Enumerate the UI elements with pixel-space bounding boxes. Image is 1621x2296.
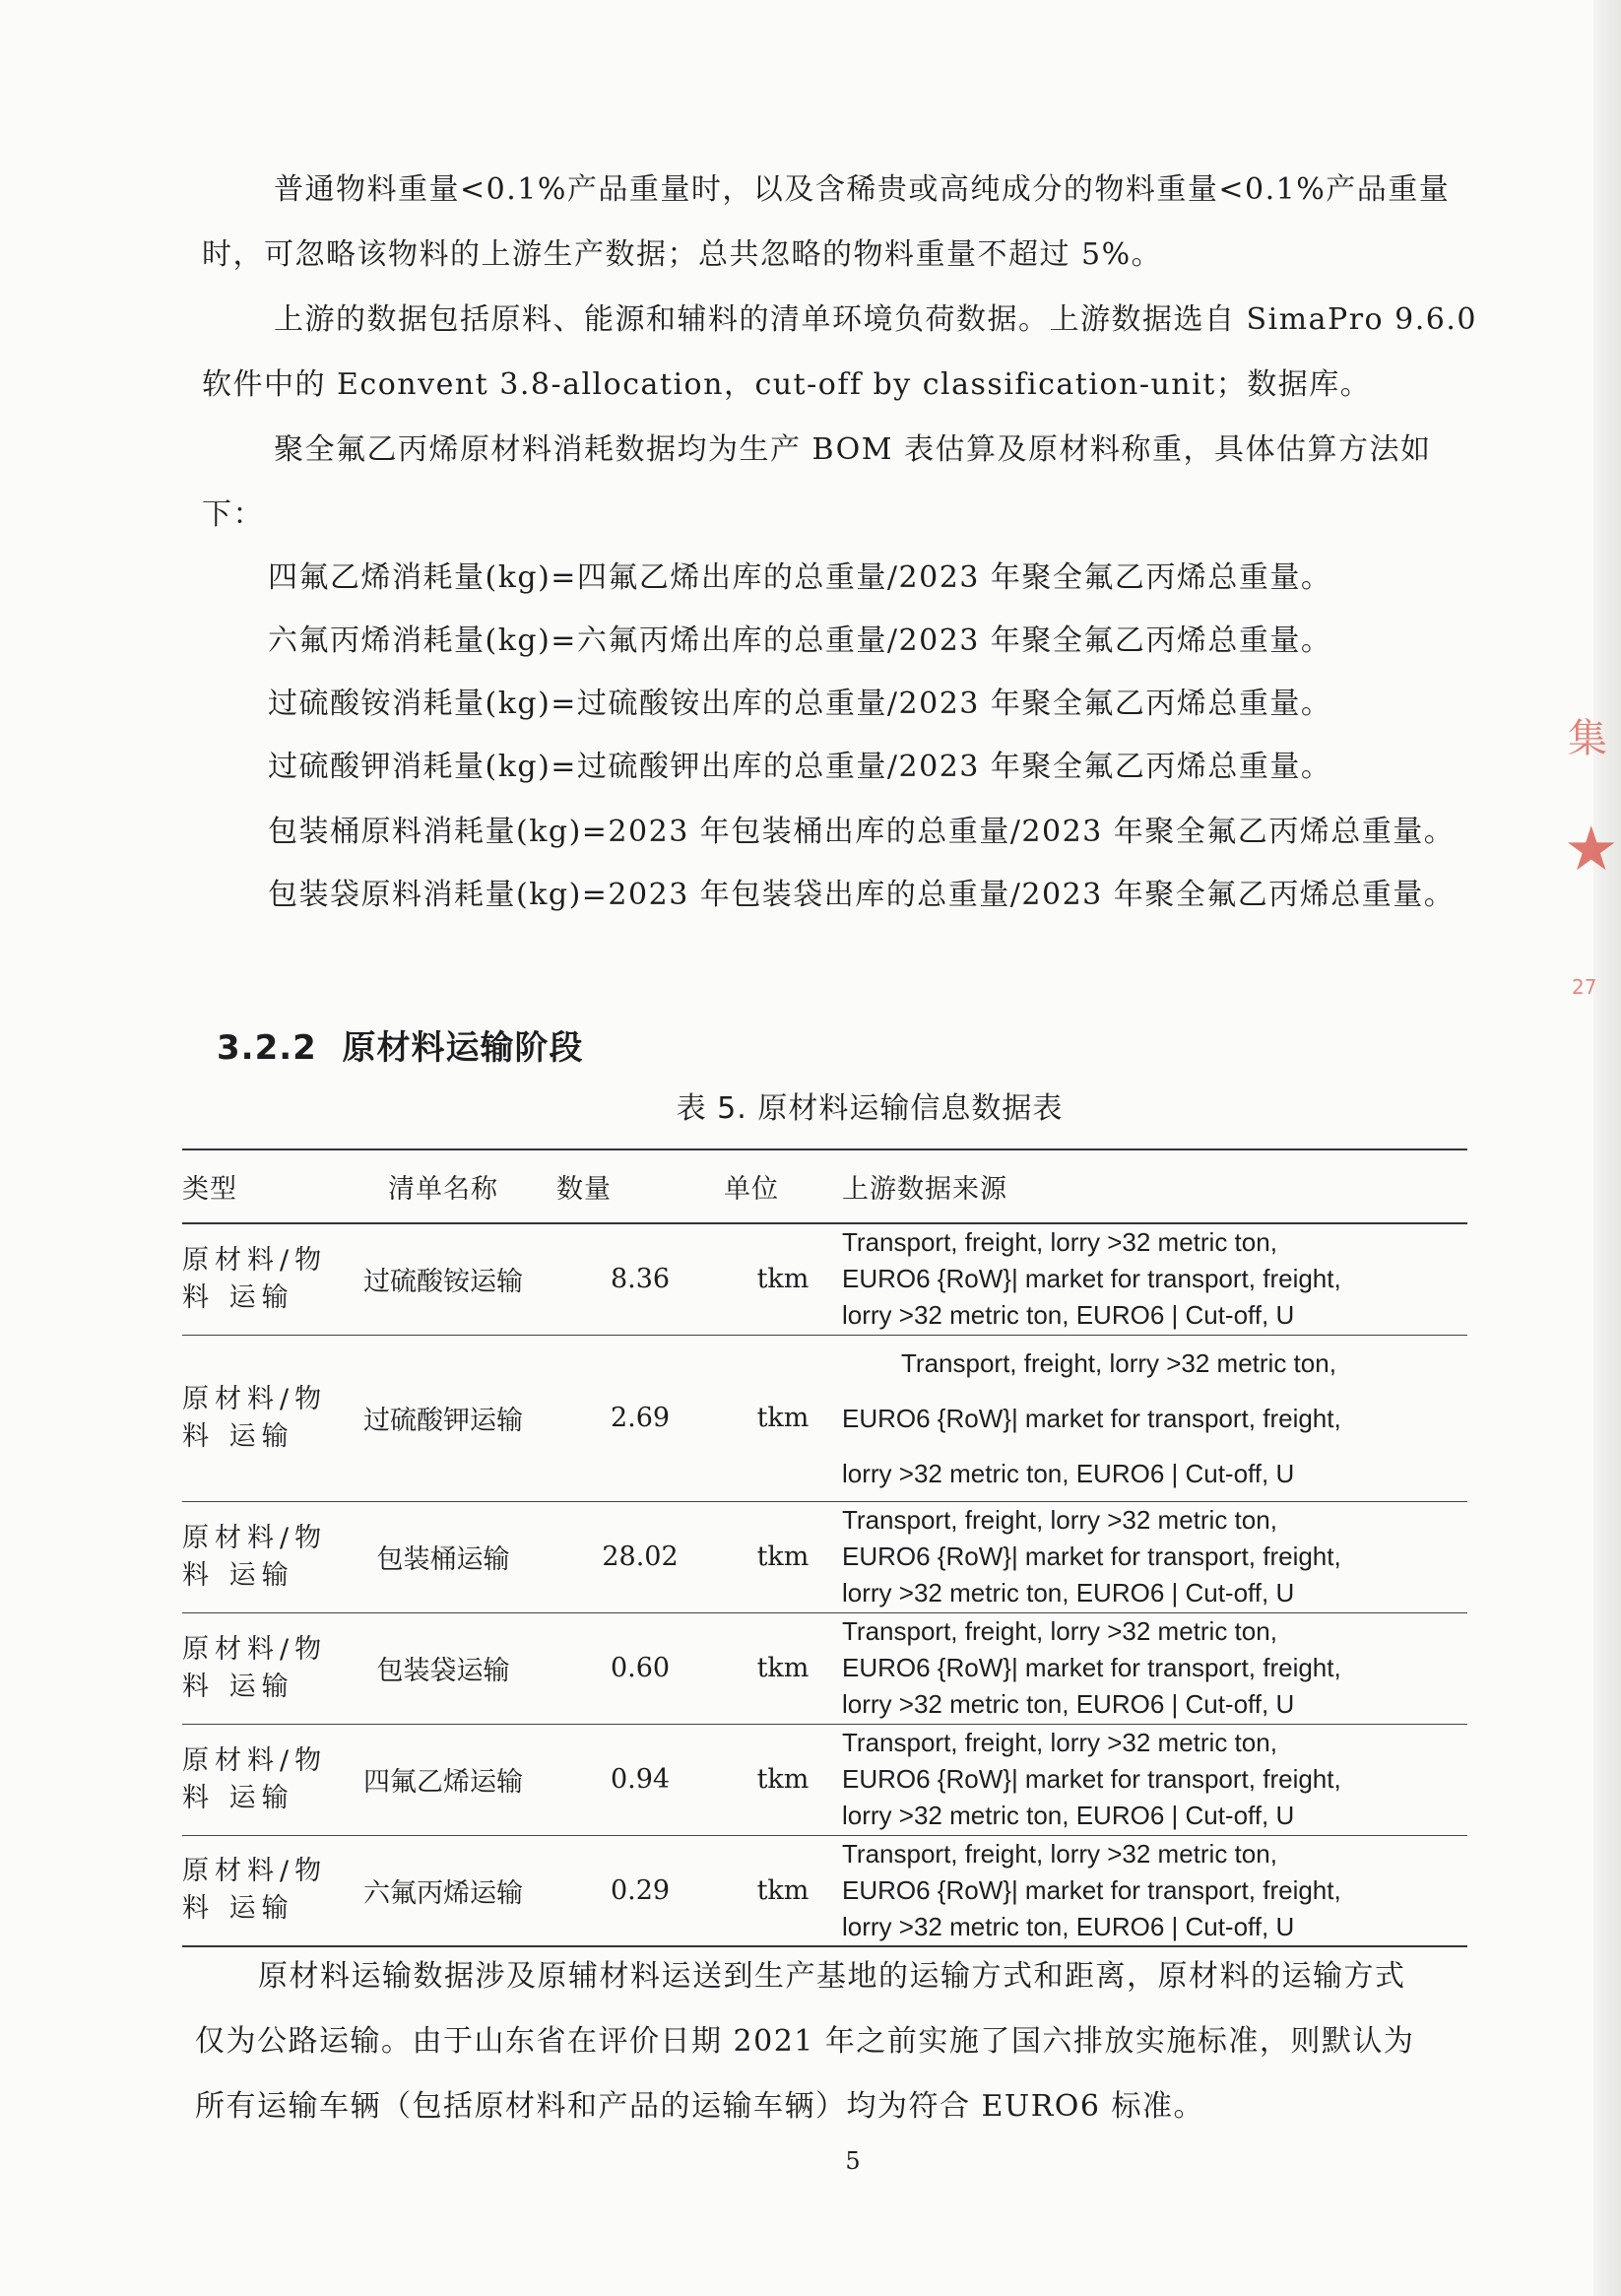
- page-edge-shadow: [1593, 0, 1621, 2296]
- source-line-1: Transport, freight, lorry >32 metric ton,: [842, 1505, 1277, 1535]
- source-line-1: Transport, freight, lorry >32 metric ton,: [842, 1227, 1277, 1258]
- type-line-1: 原材料/物: [182, 1383, 328, 1414]
- cell-unit: tkm: [756, 1542, 810, 1572]
- section-number: 3.2.2: [217, 1028, 317, 1068]
- formula-kps: 过硫酸钾消耗量(kg)=过硫酸钾出库的总重量/2023 年聚全氟乙丙烯总重量。: [268, 750, 1332, 784]
- cell-unit: tkm: [756, 1403, 810, 1433]
- cell-source: [842, 1335, 1467, 1501]
- source-line-2: EURO6 {RoW}| market for transport, freight,: [842, 1542, 1341, 1571]
- header-qty: 数量: [556, 1174, 612, 1205]
- source-line-1: Transport, freight, lorry >32 metric ton,: [842, 1838, 1277, 1869]
- cell-type: [182, 1335, 330, 1501]
- header-unit: 单位: [724, 1174, 779, 1205]
- paragraph-2-line-2: 软件中的 Econvent 3.8-allocation，cut-off by classification-unit；数据库。: [202, 367, 1372, 402]
- cell-qty: 8.36: [610, 1264, 671, 1295]
- table-caption: 表 5. 原材料运输信息数据表: [676, 1091, 1064, 1126]
- source-line-2: EURO6 {RoW}| market for transport, freight,: [842, 1764, 1341, 1794]
- section-heading: [217, 1020, 584, 1069]
- table-row: [182, 1501, 1467, 1612]
- header-source: 上游数据来源: [842, 1174, 1007, 1205]
- type-line-2: 料 运输: [182, 1782, 294, 1813]
- type-line-2: 料 运输: [182, 1671, 294, 1702]
- cell-type: [182, 1501, 330, 1612]
- seal-stamp-fragment: [1562, 689, 1619, 1044]
- source-line-2: EURO6 {RoW}| market for transport, freight,: [842, 1653, 1341, 1682]
- type-line-1: 原材料/物: [182, 1744, 328, 1776]
- source-line-3: lorry >32 metric ton, EURO6 | Cut-off, U: [842, 1578, 1295, 1607]
- formula-tfe: 四氟乙烯消耗量(kg)=四氟乙烯出库的总重量/2023 年聚全氟乙丙烯总重量。: [268, 560, 1332, 595]
- source-line-3: lorry >32 metric ton, EURO6 | Cut-off, U: [842, 1458, 1295, 1488]
- cell-name: 包装桶运输: [376, 1544, 510, 1575]
- cell-unit: tkm: [756, 1264, 810, 1295]
- table-header-row: [182, 1149, 1467, 1223]
- cell-name: 四氟乙烯运输: [363, 1767, 523, 1798]
- page-number: 5: [845, 2147, 861, 2175]
- cell-qty: 2.69: [610, 1403, 671, 1433]
- paragraph-1-line-1: 普通物料重量<0.1%产品重量时，以及含稀贵或高纯成分的物料重量<0.1%产品重量: [274, 172, 1451, 207]
- header-type: 类型: [182, 1174, 237, 1205]
- source-line-3: lorry >32 metric ton, EURO6 | Cut-off, U: [842, 1801, 1295, 1830]
- cell-source: [842, 1501, 1467, 1612]
- cell-unit: tkm: [756, 1874, 810, 1906]
- paragraph-1-line-2: 时，可忽略该物料的上游生产数据；总共忽略的物料重量不超过 5%。: [202, 237, 1163, 272]
- cell-type: [182, 1612, 330, 1724]
- after-table-line-3: 所有运输车辆（包括原材料和产品的运输车辆）均为符合 EURO6 标准。: [195, 2089, 1205, 2124]
- cell-name: 包装袋运输: [376, 1656, 510, 1686]
- source-line-3: lorry >32 metric ton, EURO6 | Cut-off, U: [842, 1300, 1295, 1331]
- type-line-2: 料 运输: [182, 1893, 294, 1925]
- cell-type: [182, 1835, 330, 1946]
- stamp-glyph: 集: [1568, 716, 1607, 761]
- cell-name: 过硫酸钾运输: [363, 1406, 523, 1436]
- type-line-1: 原材料/物: [182, 1244, 328, 1276]
- table-row: [182, 1223, 1467, 1335]
- source-line-2: EURO6 {RoW}| market for transport, freight,: [842, 1264, 1341, 1294]
- after-table-line-1: 原材料运输数据涉及原辅材料运送到生产基地的运输方式和距离，原材料的运输方式: [258, 1959, 1406, 1994]
- cell-unit: tkm: [756, 1653, 810, 1683]
- cell-qty: 0.94: [610, 1764, 671, 1795]
- table-row: [182, 1335, 1467, 1501]
- type-line-2: 料 运输: [182, 1559, 294, 1591]
- transport-data-table: [182, 1148, 1467, 1947]
- source-line-3: lorry >32 metric ton, EURO6 | Cut-off, U: [842, 1911, 1295, 1941]
- cell-source: [842, 1724, 1467, 1835]
- section-title: 原材料运输阶段: [342, 1028, 584, 1068]
- cell-name: 过硫酸铵运输: [363, 1267, 523, 1298]
- cell-qty: 28.02: [602, 1542, 679, 1572]
- cell-source: [842, 1835, 1467, 1946]
- table-row: [182, 1612, 1467, 1724]
- formula-aps: 过硫酸铵消耗量(kg)=过硫酸铵出库的总重量/2023 年聚全氟乙丙烯总重量。: [268, 687, 1332, 721]
- type-line-2: 料 运输: [182, 1420, 294, 1452]
- source-line-1: Transport, freight, lorry >32 metric ton,: [842, 1616, 1277, 1646]
- stamp-star-icon: ★: [1564, 813, 1619, 885]
- cell-unit: tkm: [756, 1764, 810, 1795]
- cell-source: [842, 1223, 1467, 1335]
- cell-qty: 0.29: [610, 1874, 671, 1906]
- source-line-3: lorry >32 metric ton, EURO6 | Cut-off, U: [842, 1689, 1295, 1719]
- after-table-line-2: 仅为公路运输。由于山东省在评价日期 2021 年之前实施了国六排放实施标准，则默认为: [195, 2024, 1415, 2059]
- paragraph-2-line-1: 上游的数据包括原料、能源和辅料的清单环境负荷数据。上游数据选自 SimaPro 9.6.0: [274, 302, 1477, 337]
- source-line-2: EURO6 {RoW}| market for transport, freight,: [842, 1403, 1341, 1433]
- paragraph-3-line-2: 下：: [202, 497, 264, 532]
- type-line-1: 原材料/物: [182, 1633, 328, 1665]
- formula-bag: 包装袋原料消耗量(kg)=2023 年包装袋出库的总重量/2023 年聚全氟乙丙烯总重量。: [268, 878, 1456, 912]
- type-line-2: 料 运输: [182, 1281, 294, 1313]
- table-row: [182, 1724, 1467, 1835]
- header-name: 清单名称: [388, 1174, 498, 1205]
- formula-hfp: 六氟丙烯消耗量(kg)=六氟丙烯出库的总重量/2023 年聚全氟乙丙烯总重量。: [268, 623, 1332, 658]
- cell-qty: 0.60: [610, 1653, 671, 1683]
- cell-type: [182, 1223, 330, 1335]
- stamp-number: 27: [1572, 975, 1597, 999]
- source-line-1: Transport, freight, lorry >32 metric ton,: [901, 1347, 1336, 1378]
- cell-name: 六氟丙烯运输: [363, 1877, 523, 1909]
- cell-source: [842, 1612, 1467, 1724]
- formula-drum: 包装桶原料消耗量(kg)=2023 年包装桶出库的总重量/2023 年聚全氟乙丙烯总重量。: [268, 815, 1456, 849]
- type-line-1: 原材料/物: [182, 1522, 328, 1553]
- source-line-1: Transport, freight, lorry >32 metric ton,: [842, 1728, 1277, 1757]
- cell-type: [182, 1724, 330, 1835]
- table-row: [182, 1835, 1467, 1946]
- source-line-2: EURO6 {RoW}| market for transport, freight,: [842, 1874, 1341, 1905]
- type-line-1: 原材料/物: [182, 1856, 328, 1887]
- paragraph-3-line-1: 聚全氟乙丙烯原材料消耗数据均为生产 BOM 表估算及原材料称重，具体估算方法如: [274, 432, 1432, 467]
